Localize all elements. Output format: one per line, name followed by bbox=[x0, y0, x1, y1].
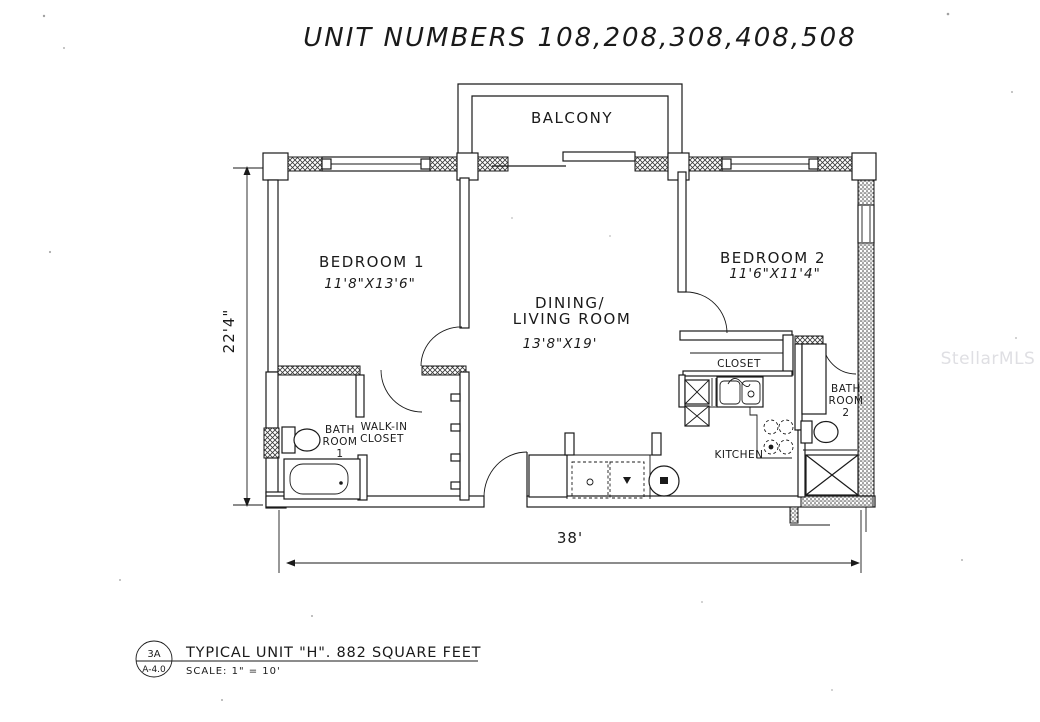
window-end-block bbox=[322, 159, 331, 169]
sheet-tag-bottom: A-4.0 bbox=[142, 665, 166, 675]
stove-burner bbox=[779, 420, 793, 434]
wall-stub bbox=[565, 433, 574, 455]
stove-burner bbox=[779, 440, 793, 454]
room-label-dining: DINING/ bbox=[534, 294, 606, 312]
closet2-front-track bbox=[683, 371, 792, 376]
bathtub-drain bbox=[339, 481, 343, 485]
wall-segment bbox=[818, 157, 852, 171]
wall-bedroom2-south bbox=[680, 331, 792, 340]
wall-segment bbox=[635, 157, 668, 171]
room-label-kitchen: KITCHEN bbox=[714, 449, 764, 461]
entry-closet bbox=[529, 455, 567, 497]
bath2-vanity bbox=[802, 344, 826, 414]
dim-arrow-right bbox=[851, 560, 860, 567]
room-dims-living: 13'8"X19' bbox=[522, 336, 598, 352]
corner-post-top-right bbox=[852, 153, 876, 180]
room-label-bath1-line2: ROOM bbox=[322, 436, 358, 448]
wall-segment bbox=[478, 157, 508, 171]
exterior-wall-stub bbox=[790, 507, 798, 523]
wall-left-upper bbox=[268, 180, 278, 372]
window-right bbox=[858, 205, 874, 243]
wall-left bbox=[266, 372, 278, 428]
stove-burner bbox=[764, 420, 778, 434]
wall-bath2-north bbox=[795, 336, 823, 344]
scale-note: SCALE: 1" = 10' bbox=[186, 666, 281, 677]
sliding-door-panel bbox=[563, 152, 635, 161]
wall-segment bbox=[689, 157, 722, 171]
wall-segment bbox=[288, 157, 322, 171]
room-label-bath2-line2: ROOM bbox=[828, 395, 864, 407]
room-label-closet2: CLOSET bbox=[717, 358, 761, 370]
dim-arrow-down bbox=[244, 498, 251, 507]
wall-bedroom1-living bbox=[460, 178, 469, 328]
room-label-living: LIVING ROOM bbox=[512, 310, 632, 328]
balcony bbox=[458, 84, 682, 160]
unit-title: TYPICAL UNIT "H". 882 SQUARE FEET bbox=[186, 645, 482, 661]
dim-label-height: 22'4" bbox=[220, 308, 238, 354]
wall-left-hatched bbox=[264, 428, 279, 458]
room-label-walkin-line1: WALK-IN bbox=[360, 421, 408, 433]
utility-fixtures bbox=[572, 462, 679, 498]
bath2-door-swing bbox=[823, 341, 856, 374]
bathtub bbox=[284, 459, 360, 499]
dim-label-width: 38' bbox=[556, 529, 584, 547]
wall-left bbox=[266, 458, 278, 494]
sheet-title: UNIT NUMBERS 108,208,308,408,508 bbox=[303, 23, 857, 53]
room-dims-bedroom1: 11'8"X13'6" bbox=[324, 276, 416, 292]
wall-right bbox=[858, 180, 874, 205]
toilet2-tank bbox=[801, 421, 812, 443]
appliance-mark bbox=[587, 479, 593, 485]
window-end-block bbox=[809, 159, 818, 169]
closet-bracket bbox=[451, 454, 460, 461]
closet-bracket bbox=[451, 424, 460, 431]
bath2-fixtures bbox=[801, 344, 858, 495]
toilet2-bowl bbox=[814, 422, 838, 443]
toilet1-bowl bbox=[294, 429, 320, 451]
dim-arrow-left bbox=[286, 560, 295, 567]
room-label-bath2-line3: 2 bbox=[842, 407, 850, 419]
appliance-mark bbox=[623, 477, 631, 484]
balcony-label: BALCONY bbox=[530, 109, 614, 127]
corner-post-top-left bbox=[263, 153, 288, 180]
window-end-block bbox=[421, 159, 430, 169]
room-label-bedroom1: BEDROOM 1 bbox=[318, 253, 426, 271]
wall-closet-living bbox=[460, 372, 469, 500]
wall-bath1-north bbox=[278, 366, 360, 375]
room-label-bedroom2: BEDROOM 2 bbox=[719, 249, 827, 267]
room-label-bath1-line3: 1 bbox=[336, 448, 344, 460]
closet-bracket bbox=[451, 394, 460, 401]
toilet1-tank bbox=[282, 427, 295, 453]
sheet-tag-top: 3A bbox=[147, 649, 161, 660]
wall-bath2-west bbox=[795, 344, 802, 430]
bedroom1-door-swing bbox=[421, 327, 462, 366]
dim-arrow-up bbox=[244, 166, 251, 175]
closet-bracket bbox=[451, 482, 460, 489]
kitchen-fixtures bbox=[685, 377, 793, 458]
wall-kitchen-west bbox=[679, 375, 685, 407]
watermark-text: StellarMLS bbox=[940, 349, 1036, 369]
room-label-walkin-line2: CLOSET bbox=[360, 433, 404, 445]
room-label-bath2-line1: BATH bbox=[831, 383, 861, 395]
wall-closet2-east bbox=[783, 335, 793, 375]
wall-right bbox=[858, 243, 874, 505]
window-end-block bbox=[722, 159, 731, 169]
post bbox=[457, 153, 478, 180]
entry-door-swing bbox=[484, 452, 527, 497]
appliance-washer bbox=[572, 462, 608, 498]
water-heater-core bbox=[660, 477, 668, 484]
stove-burner-knob bbox=[769, 445, 774, 450]
wall-bottom-stippled bbox=[801, 496, 873, 507]
wall-stub bbox=[652, 433, 661, 455]
title-block bbox=[136, 641, 481, 677]
wall-bath1-closet-divider bbox=[356, 375, 364, 417]
wall-segment bbox=[430, 157, 458, 171]
room-label-bath1-line1: BATH bbox=[325, 424, 355, 436]
wall-bedroom2-west bbox=[678, 172, 686, 292]
walkin-closet-door-swing bbox=[381, 370, 422, 412]
balcony-inner-rail bbox=[472, 96, 668, 160]
room-dims-bedroom2: 11'6"X11'4" bbox=[729, 266, 821, 282]
room-labels bbox=[319, 249, 864, 461]
bedroom2-door-swing bbox=[686, 292, 727, 333]
wall-bedroom1-south bbox=[422, 366, 466, 375]
